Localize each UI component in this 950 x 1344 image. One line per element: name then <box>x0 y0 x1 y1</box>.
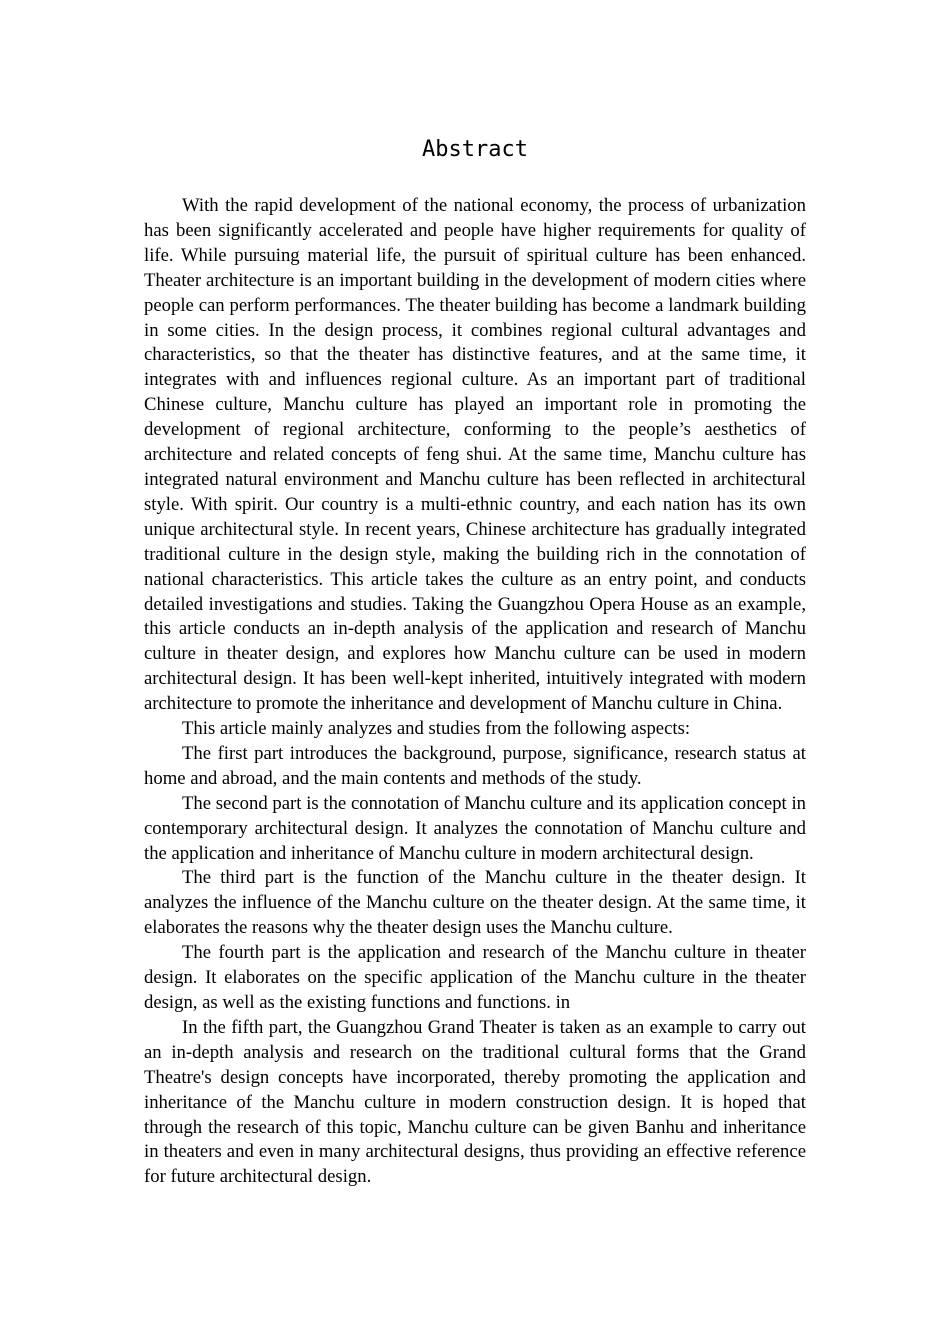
abstract-body <box>144 194 806 1190</box>
page-title: Abstract <box>422 137 528 162</box>
abstract-paragraph-aspects: This article mainly analyzes and studies from the following aspects: <box>182 718 691 740</box>
abstract-paragraph-part-one: The first part introduces the background, purpose, significance, research status at home and abroad, and the main contents and methods of the study. <box>144 742 806 789</box>
abstract-paragraph-part-four: The fourth part is the application and research of the Manchu culture in theater design. It elaborates on the specific application of the Manchu culture in the theater design, as well as the existing functions and functions. in <box>144 942 806 1013</box>
abstract-paragraph-part-two: The second part is the connotation of Manchu culture and its application concept in contemporary architectural design. It analyzes the connotation of Manchu culture and the application and inheritance of Manchu culture in modern architectural design. <box>144 792 806 864</box>
abstract-paragraph-part-five: In the fifth part, the Guangzhou Grand Theater is taken as an example to carry out an in-depth analysis and research on the traditional cultural forms that the Grand Theatre's design concepts have incorporated, thereby promoting the application and inheritance of the Manchu culture in modern construction design. It is hoped that through the research of this topic, Manchu culture can be given Banhu and inheritance in theaters and even in many architectural designs, thus providing an effective reference for future architectural design. <box>144 1016 806 1188</box>
abstract-paragraph-intro: With the rapid development of the national economy, the process of urbanization has been significantly accelerated and people have higher requirements for quality of life. While pursuing material life, the pursuit of spiritual culture has been enhanced. Theater architecture is an important building in the development of modern cities where people can perform performances. The theater building has become a landmark building in some cities. In the design process, it combines regional cultural advantages and characteristics, so that the theater has distinctive features, and at the same time, it integrates with and influences regional culture. As an important part of traditional Chinese culture, Manchu culture has played an important role in promoting the development of regional architecture, conforming to the people’s aesthetics of architecture and related concepts of feng shui. At the same time, Manchu culture has integrated natural environment and Manchu culture has been reflected in architectural style. With spirit. Our country is a multi-ethnic country, and each nation has its own unique architectural style. In recent years, Chinese architecture has gradually integrated traditional culture in the design style, making the building rich in the connotation of national characteristics. This article takes the culture as an entry point, and conducts detailed investigations and studies. Taking the Guangzhou Opera House as an example, this article conducts an in-depth analysis of the application and research of Manchu culture in theater design, and explores how Manchu culture can be used in modern architectural design. It has been well-kept inherited, intuitively integrated with modern architecture to promote the inheritance and development of Manchu culture in China. <box>144 195 806 715</box>
abstract-paragraph-part-three: The third part is the function of the Manchu culture in the theater design. It analyzes the influence of the Manchu culture on the theater design. At the same time, it elaborates the reasons why the theater design uses the Manchu culture. <box>144 867 806 939</box>
